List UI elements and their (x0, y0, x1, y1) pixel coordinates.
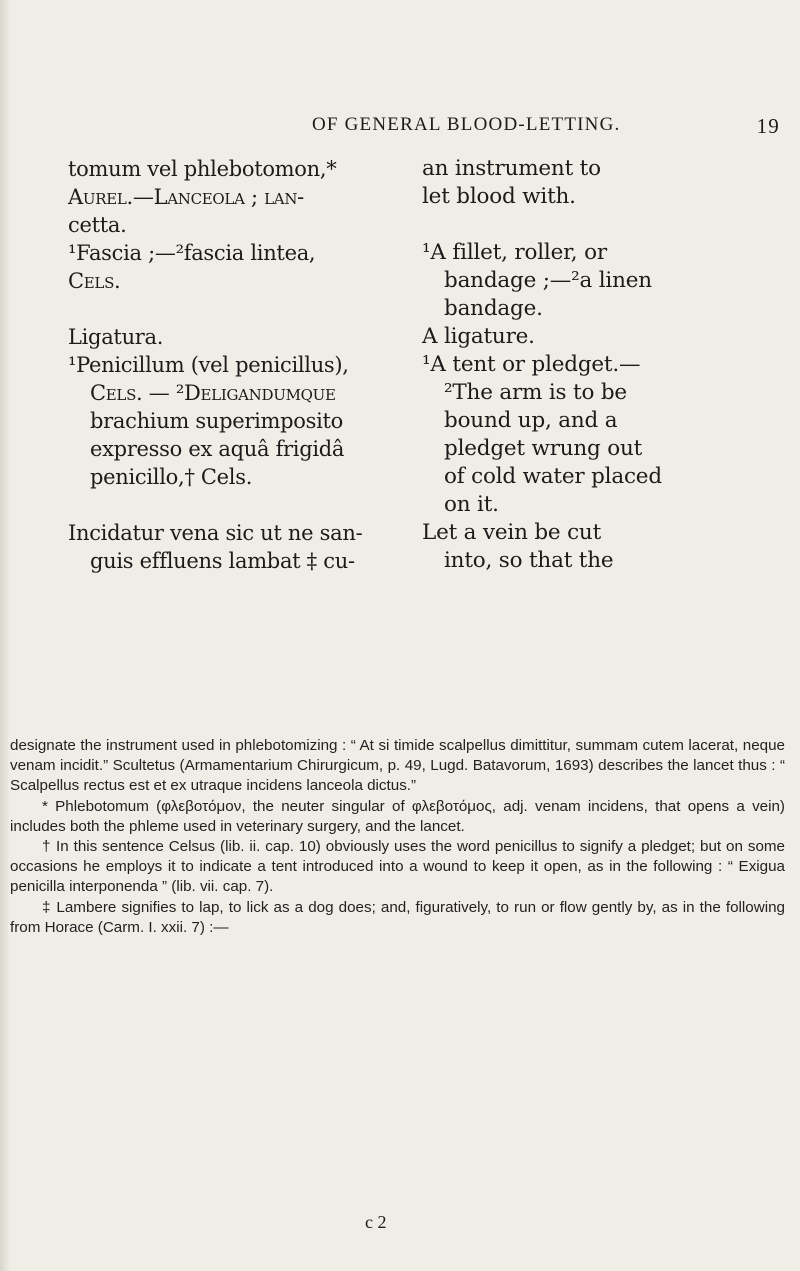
english-text (422, 239, 782, 323)
english-line: pledget wrung out (444, 436, 643, 461)
footnote-phlebotomum: * Phlebotomum (φλεβοτόμον, the neuter singular of φλεβοτόμος, adj. venam incidens, that opens a vein) includes both the phleme used in veterinary surgery, and the lancet. (10, 797, 785, 835)
latin-line: penicillo,† Cels. (90, 465, 253, 489)
latin-text (68, 323, 418, 351)
latin-text (68, 239, 418, 295)
footnote-lambere: ‡ Lambere signifies to lap, to lick as a dog does; and, figuratively, to run or flow gently by, as in the following from Horace (Carm. I. xxii. 7) :— (10, 898, 785, 936)
latin-text (68, 351, 418, 491)
latin-line: cetta. (68, 213, 127, 237)
english-line: bandage. (444, 296, 543, 321)
english-text (422, 519, 782, 575)
english-line: A ligature. (422, 324, 535, 349)
english-line: bandage ;—²a linen (444, 268, 652, 293)
footnotes (10, 736, 785, 938)
latin-line: Aurel.—Lanceola ; lan- (68, 185, 304, 209)
latin-text (68, 155, 418, 239)
latin-text (68, 519, 418, 575)
english-line: Let a vein be cut (422, 520, 602, 545)
english-line: into, so that the (444, 548, 614, 573)
english-text (422, 323, 782, 351)
english-line: ¹A tent or pledget.— (422, 352, 641, 377)
latin-line: ¹Penicillum (vel penicillus), (68, 353, 349, 377)
english-line: on it. (444, 492, 499, 517)
latin-line: expresso ex aquâ frigidâ (90, 437, 345, 461)
latin-line: ¹Fascia ;—²fascia lintea, (68, 241, 316, 265)
english-text (422, 351, 782, 519)
page-number: 19 (756, 114, 780, 138)
footnote-continuation: designate the instrument used in phlebotomizing : “ At si timide scalpellus dimittitur, summam cutem lacerat, neque venam incidit.” Scultetus (Armamentarium Chirurgicum, p. 49, Lugd. Batavorum, 1693) describes the lancet thus : “ Scalpellus rectus est et ex utraque incidens lanceola dictus.” (10, 737, 785, 795)
latin-line: guis effluens lambat ‡ cu- (90, 549, 355, 573)
signature-mark: c 2 (365, 1212, 387, 1232)
latin-line: Cels. — ²Deligandumque (90, 381, 336, 405)
english-line: of cold water placed (444, 464, 662, 489)
english-line: bound up, and a (444, 408, 618, 433)
running-title: OF GENERAL BLOOD-LETTING. (312, 114, 621, 135)
footnote-penicillus: † In this sentence Celsus (lib. ii. cap. 10) obviously uses the word penicillus to signify a pledget; but on some occasions he employs it to indicate a tent introduced into a wound to keep it open, as in the following : “ Exigua penicilla interponenda ” (lib. vii. cap. 7). (10, 838, 785, 896)
english-line: ²The arm is to be (444, 380, 627, 405)
english-line: ¹A fillet, roller, or (422, 240, 607, 265)
english-line: an instrument to (422, 156, 601, 181)
running-header (312, 114, 780, 144)
english-line: let blood with. (422, 184, 576, 209)
latin-line: tomum vel phlebotomon,* (68, 157, 337, 181)
latin-line: Cels. (68, 269, 121, 293)
page-edge-shadow (0, 0, 10, 1271)
latin-line: brachium superimposito (90, 409, 344, 433)
latin-line: Incidatur vena sic ut ne san- (68, 521, 363, 545)
english-text (422, 155, 782, 211)
latin-line: Ligatura. (68, 325, 164, 349)
